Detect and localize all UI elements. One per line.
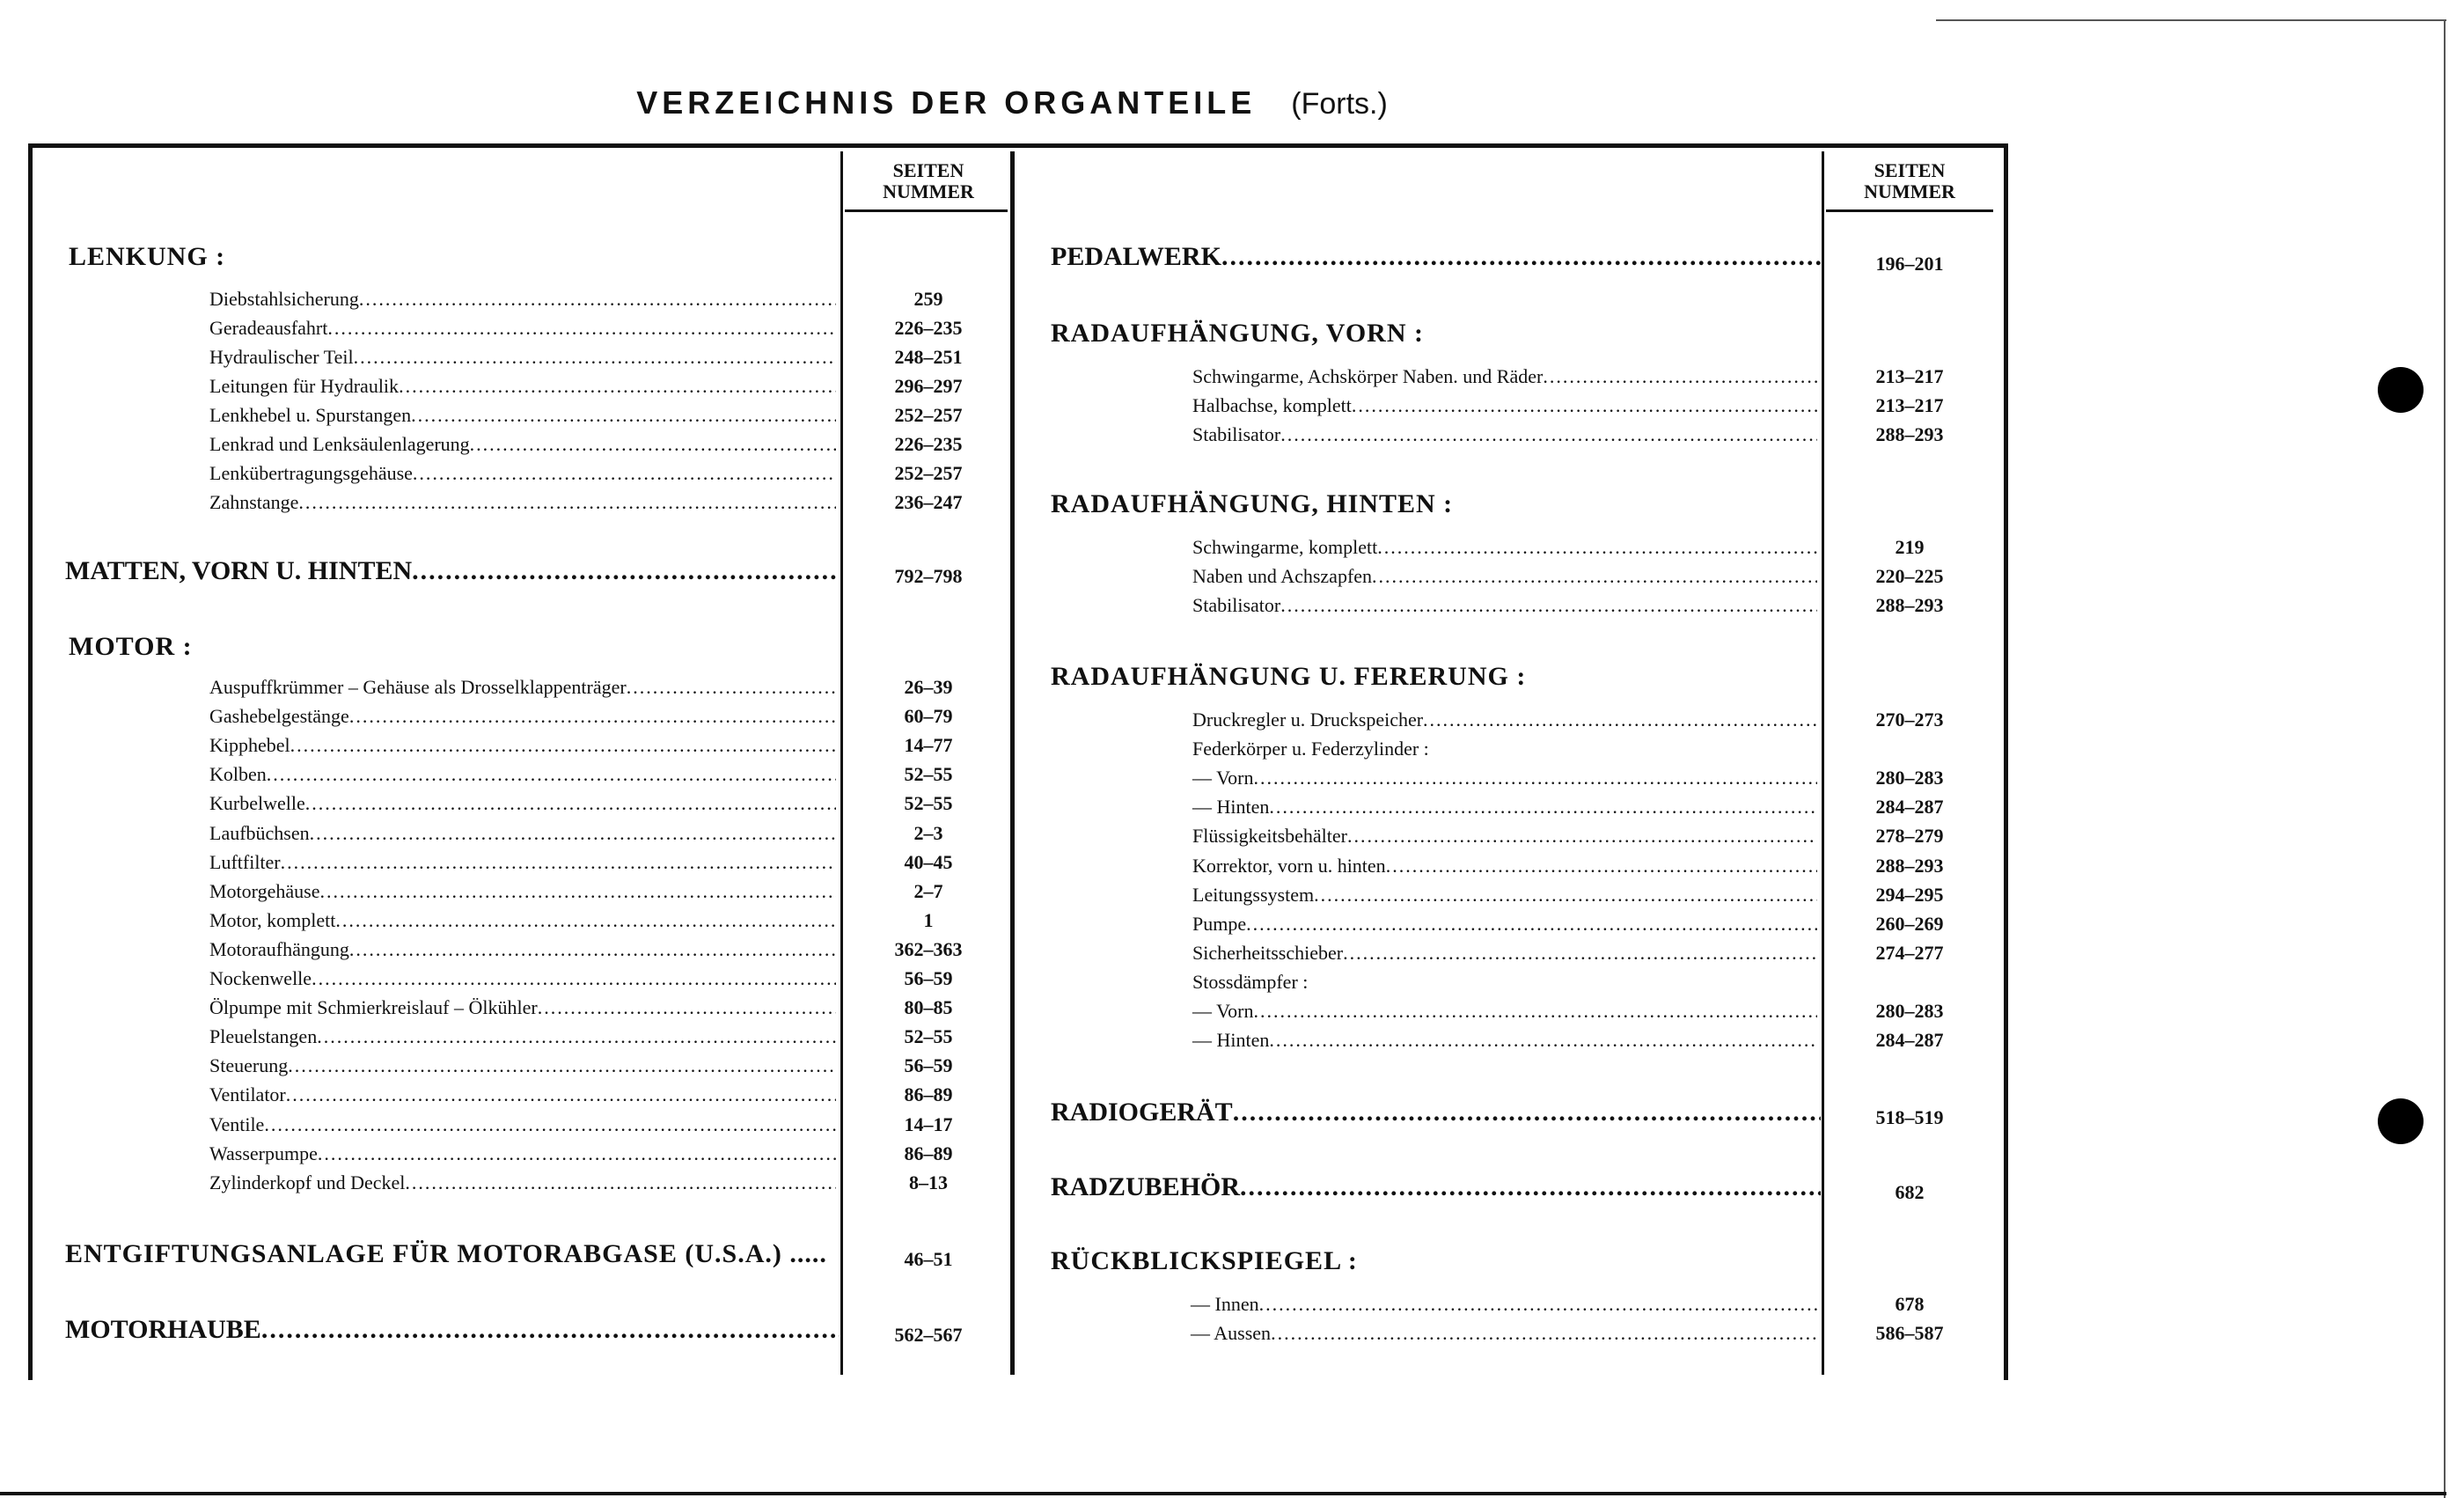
section-rad-vorn: RADAUFHÄNGUNG, VORN :: [1051, 319, 1424, 348]
item-pages: 226–235: [894, 317, 963, 339]
item-pages: 288–293: [1875, 594, 1944, 616]
item-label: Schwingarme, komplett: [1192, 536, 1378, 558]
item-pages: 260–269: [1875, 912, 1944, 935]
item-pages: 252–257: [894, 404, 963, 426]
leader-dots: [1423, 707, 1817, 733]
leader-dots: [1543, 363, 1817, 390]
leader-dots: [627, 674, 836, 701]
item-label: Stabilisator: [1192, 594, 1281, 616]
list-item: [1191, 1320, 1817, 1347]
right-header-line2: NUMMER: [1864, 180, 1955, 202]
pedalwerk-title: PEDALWERK: [1051, 242, 1221, 271]
item-pages: 86–89: [904, 1083, 953, 1106]
item-label: Leitungssystem: [1192, 883, 1315, 906]
leader-dots: [349, 703, 836, 730]
item-pages: 86–89: [904, 1142, 953, 1164]
item-label: Lenkübertragungsgehäuse: [209, 462, 413, 484]
matten-dots: [412, 556, 840, 586]
item-label: Lenkhebel u. Spurstangen: [209, 404, 412, 426]
leader-dots: [327, 315, 836, 341]
binder-hole-bottom: [2378, 1098, 2424, 1144]
leader-dots: [359, 286, 836, 312]
item-pages: 80–85: [904, 996, 953, 1019]
item-label: Gashebelgestänge: [209, 705, 349, 728]
list-item: [209, 849, 836, 876]
right-edge-rule: [2444, 19, 2446, 1498]
leader-dots: [1259, 1291, 1817, 1318]
item-pages: 213–217: [1875, 394, 1944, 416]
item-label: Ventile: [209, 1112, 265, 1135]
list-item: [1192, 765, 1817, 791]
list-item: [1192, 969, 1817, 995]
item-label: Geradeausfahrt: [209, 317, 328, 339]
list-item: [1192, 940, 1817, 966]
list-item: [1192, 592, 1817, 619]
item-pages: 259: [913, 288, 943, 310]
list-item: [209, 878, 836, 905]
item-pages: 60–79: [904, 705, 953, 728]
right-col-divider: [1822, 151, 1824, 1375]
radiogeraet-dots: [1233, 1098, 1821, 1127]
item-pages: 52–55: [904, 792, 953, 815]
list-item: [209, 460, 836, 487]
leader-dots: [310, 820, 836, 847]
left-header-line1: SEITEN: [892, 159, 964, 181]
list-item: [1192, 911, 1817, 937]
radiogeraet-title: RADIOGERÄT: [1051, 1098, 1233, 1127]
item-pages: 26–39: [904, 676, 953, 698]
item-pages: 236–247: [894, 491, 963, 513]
leader-dots: [1352, 393, 1817, 419]
section-matten: [65, 556, 840, 586]
list-item: [209, 1141, 836, 1167]
list-item: [1192, 707, 1817, 733]
radzubehoer-title: RADZUBEHÖR: [1051, 1172, 1241, 1201]
entgiftung-pages: 46–51: [904, 1248, 953, 1270]
left-pages-header: [854, 160, 1003, 202]
leader-dots: [1269, 794, 1817, 820]
right-header-line1: SEITEN: [1874, 159, 1946, 181]
left-header-line2: NUMMER: [883, 180, 974, 202]
leader-dots: [290, 732, 836, 759]
list-item: [209, 344, 836, 371]
leader-dots: [1271, 1320, 1817, 1347]
item-pages: 252–257: [894, 462, 963, 484]
item-label: Naben und Achszapfen: [1192, 565, 1373, 587]
item-label: Wasserpumpe: [209, 1142, 318, 1164]
bottom-rule: [0, 1492, 2446, 1495]
item-pages: 280–283: [1875, 1000, 1944, 1022]
section-lenkung: LENKUNG :: [69, 242, 226, 271]
item-label: Hydraulischer Teil: [209, 346, 354, 368]
list-item: [1191, 1291, 1817, 1318]
leader-dots: [318, 1141, 836, 1167]
leader-dots: [399, 373, 836, 400]
item-label: Zahnstange: [209, 491, 299, 513]
item-pages: 288–293: [1875, 423, 1944, 445]
item-pages: 678: [1895, 1293, 1925, 1315]
section-rad-hinten: RADAUFHÄNGUNG, HINTEN :: [1051, 489, 1454, 518]
leader-dots: [1377, 534, 1817, 561]
item-label: Halbachse, komplett: [1192, 394, 1352, 416]
item-label: Laufbüchsen: [209, 821, 310, 844]
list-item: [209, 1170, 836, 1196]
list-item: [209, 431, 836, 458]
item-label: — Vorn: [1192, 767, 1254, 789]
leader-dots: [319, 878, 836, 905]
pedalwerk-pages: 196–201: [1875, 253, 1944, 275]
leader-dots: [1269, 1027, 1817, 1054]
leader-dots: [349, 936, 836, 963]
matten-pages: 792–798: [894, 565, 963, 587]
list-item: [209, 936, 836, 963]
leader-dots: [1280, 422, 1817, 448]
item-pages: 52–55: [904, 1025, 953, 1048]
item-pages: 284–287: [1875, 1029, 1944, 1052]
list-item: [1192, 794, 1817, 820]
leader-dots: [312, 966, 836, 992]
list-item: [209, 966, 836, 992]
list-item: [209, 489, 836, 516]
list-item: [209, 1112, 836, 1138]
item-label: Druckregler u. Druckspeicher: [1192, 709, 1424, 731]
item-pages: 40–45: [904, 850, 953, 873]
list-item: [1192, 1027, 1817, 1054]
right-pages-header: [1835, 160, 1984, 202]
item-label: Luftfilter: [209, 850, 281, 873]
item-pages: 294–295: [1875, 883, 1944, 906]
item-label: Stossdämpfer :: [1192, 970, 1309, 993]
item-pages: 2–7: [913, 879, 943, 902]
list-item: [1192, 534, 1817, 561]
left-header-rule: [845, 209, 1008, 212]
list-item: [209, 761, 836, 788]
section-rad-federung: RADAUFHÄNGUNG U. FERERUNG :: [1051, 662, 1527, 691]
item-pages: 284–287: [1875, 796, 1944, 819]
item-label: Ventilator: [209, 1083, 286, 1106]
item-pages: 1: [923, 908, 934, 931]
list-item: [1192, 823, 1817, 849]
list-item: [209, 820, 836, 847]
binder-hole-top: [2378, 367, 2424, 413]
item-label: Sicherheitsschieber: [1192, 941, 1344, 964]
leader-dots: [1280, 592, 1817, 619]
item-pages: 362–363: [894, 937, 963, 960]
item-pages: 56–59: [904, 1054, 953, 1077]
list-item: [209, 286, 836, 312]
leader-dots: [1386, 853, 1817, 879]
item-label: Pumpe: [1192, 912, 1247, 935]
section-radzubehoer: [1051, 1172, 1821, 1202]
item-pages: 226–235: [894, 433, 963, 455]
item-label: Nockenwelle: [209, 967, 312, 989]
section-radiogeraet: [1051, 1098, 1821, 1127]
list-item: [1192, 882, 1817, 908]
item-pages: 14–17: [904, 1112, 953, 1135]
item-label: Auspuffkrümmer – Gehäuse als Drosselklappenträger: [209, 676, 627, 698]
list-item: [209, 703, 836, 730]
motorhaube-pages: 562–567: [894, 1324, 963, 1346]
leader-dots: [288, 1053, 836, 1079]
item-pages: 248–251: [894, 346, 963, 368]
item-label: Lenkrad und Lenksäulenlagerung: [209, 433, 470, 455]
list-item: [209, 995, 836, 1021]
section-motor: MOTOR :: [69, 632, 193, 661]
item-label: Motoraufhängung: [209, 937, 349, 960]
leader-dots: [1343, 940, 1817, 966]
list-item: [209, 1024, 836, 1050]
item-label: Kurbelwelle: [209, 792, 305, 815]
page-title: [0, 84, 2024, 121]
item-pages: 274–277: [1875, 941, 1944, 964]
list-item: [209, 373, 836, 400]
list-item: [1192, 422, 1817, 448]
leader-dots: [1347, 823, 1817, 849]
item-pages: 14–77: [904, 734, 953, 757]
leader-dots: [335, 907, 836, 934]
item-label: Diebstahlsicherung: [209, 288, 359, 310]
title-text: VERZEICHNIS DER ORGANTEILE: [636, 84, 1257, 121]
list-item: [209, 1053, 836, 1079]
leader-dots: [1253, 765, 1817, 791]
leader-dots: [405, 1170, 836, 1196]
item-pages: 270–273: [1875, 709, 1944, 731]
list-item: [1192, 563, 1817, 590]
leader-dots: [317, 1024, 836, 1050]
item-pages: 278–279: [1875, 825, 1944, 848]
list-item: [1192, 736, 1817, 762]
item-pages: 56–59: [904, 967, 953, 989]
section-entgiftung: ENTGIFTUNGSANLAGE FÜR MOTORABGASE (U.S.A.) .....: [65, 1239, 827, 1268]
list-item: [209, 402, 836, 429]
leader-dots: [1314, 882, 1817, 908]
leader-dots: [1372, 563, 1817, 590]
item-pages: 220–225: [1875, 565, 1944, 587]
section-rueckblick: RÜCKBLICKSPIEGEL :: [1051, 1246, 1358, 1275]
list-item: [209, 907, 836, 934]
item-pages: 219: [1895, 536, 1925, 558]
section-motorhaube: [65, 1315, 840, 1345]
item-label: Pleuelstangen: [209, 1025, 318, 1048]
item-pages: 2–3: [913, 821, 943, 844]
leader-dots: [267, 761, 836, 788]
list-item: [209, 790, 836, 817]
radiogeraet-pages: 518–519: [1875, 1106, 1944, 1128]
item-label: Federkörper u. Federzylinder :: [1192, 738, 1429, 760]
item-label: Stabilisator: [1192, 423, 1281, 445]
item-pages: 586–587: [1875, 1322, 1944, 1344]
leader-dots: [305, 790, 836, 817]
list-item: [1192, 363, 1817, 390]
motorhaube-dots: [261, 1315, 840, 1345]
top-right-rule: [1936, 19, 2446, 21]
item-pages: 52–55: [904, 763, 953, 786]
item-pages: 288–293: [1875, 854, 1944, 877]
item-label: Kolben: [209, 763, 267, 786]
leader-dots: [286, 1082, 836, 1108]
right-header-rule: [1826, 209, 1993, 212]
section-pedalwerk: [1051, 242, 1821, 272]
leader-dots: [354, 344, 836, 371]
item-label: Schwingarme, Achskörper Naben. und Räder: [1192, 365, 1544, 387]
list-item: [1192, 853, 1817, 879]
leader-dots: [470, 431, 836, 458]
matten-title: MATTEN, VORN U. HINTEN: [65, 556, 413, 585]
item-pages: 296–297: [894, 375, 963, 397]
list-item: [1192, 393, 1817, 419]
leader-dots: [1246, 911, 1817, 937]
list-item: [1192, 998, 1817, 1024]
item-label: Korrektor, vorn u. hinten: [1192, 854, 1386, 877]
left-col-divider-1: [840, 151, 843, 1375]
motorhaube-title: MOTORHAUBE: [65, 1315, 261, 1344]
item-label: — Vorn: [1192, 1000, 1254, 1022]
leader-dots: [411, 402, 836, 429]
item-label: Flüssigkeitsbehälter: [1192, 825, 1347, 848]
item-label: — Hinten: [1192, 1029, 1270, 1052]
list-item: [209, 732, 836, 759]
radzubehoer-dots: [1240, 1172, 1821, 1202]
center-divider: [1010, 151, 1015, 1375]
leader-dots: [298, 489, 836, 516]
item-pages: 8–13: [909, 1171, 948, 1193]
title-suffix: (Forts.): [1291, 87, 1388, 121]
item-label: — Hinten: [1192, 796, 1270, 819]
radzubehoer-pages: 682: [1895, 1181, 1925, 1203]
leader-dots: [264, 1112, 836, 1138]
item-pages: 213–217: [1875, 365, 1944, 387]
item-label: Motorgehäuse: [209, 879, 320, 902]
item-pages: 280–283: [1875, 767, 1944, 789]
leader-dots: [413, 460, 836, 487]
leader-dots: [1253, 998, 1817, 1024]
item-label: Ölpumpe mit Schmierkreislauf – Ölkühler: [209, 996, 538, 1019]
pedalwerk-dots: [1221, 242, 1821, 272]
list-item: [209, 315, 836, 341]
item-label: Steuerung: [209, 1054, 289, 1077]
item-label: Zylinderkopf und Deckel: [209, 1171, 406, 1193]
item-label: — Aussen: [1191, 1322, 1272, 1344]
leader-dots: [281, 849, 836, 876]
item-label: Leitungen für Hydraulik: [209, 375, 400, 397]
item-label: Kipphebel: [209, 734, 290, 757]
list-item: [209, 674, 836, 701]
item-label: Motor, komplett: [209, 908, 336, 931]
leader-dots: [538, 995, 836, 1021]
item-label: — Innen: [1191, 1293, 1259, 1315]
list-item: [209, 1082, 836, 1108]
